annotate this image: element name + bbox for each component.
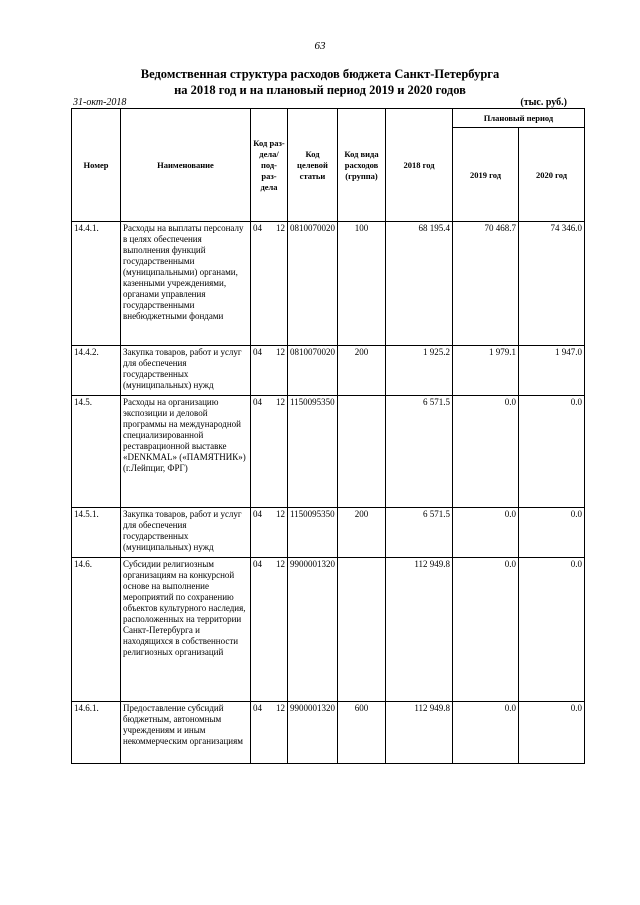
header-plan-period: Плановый период [453,109,585,128]
row-2020: 1 947.0 [519,346,585,396]
row-section [251,396,288,508]
row-name: Расходы на выплаты персоналу в целях обеспечения выполнения функций государственными (муниципальными) органами, казенными учреждениями, органами управления государственными внебюджетными фондами [121,222,251,346]
row-section-code: 04 [253,559,262,569]
row-2018: 112 949.8 [386,702,453,764]
row-name: Субсидии религиозным организациям на конкурсной основе на выполнение мероприятий по сохранению объектов культурного наследия, расположенных на территории Санкт-Петербурга и находящихся в собственности религиозных организаций [121,558,251,702]
row-section-code: 04 [253,509,262,519]
row-name: Закупка товаров, работ и услуг для обеспечения государственных (муниципальных) нужд [121,346,251,396]
row-subsection-code: 12 [276,223,285,233]
row-section [251,222,288,346]
row-number: 14.5. [72,396,121,508]
row-2020: 74 346.0 [519,222,585,346]
row-2018: 1 925.2 [386,346,453,396]
header-2020: 2020 год [519,128,585,222]
row-section-code: 04 [253,703,262,713]
row-section-code: 04 [253,397,262,407]
row-number: 14.4.1. [72,222,121,346]
row-number: 14.5.1. [72,508,121,558]
row-section [251,558,288,702]
header-target: Код целевой статьи [288,109,338,222]
row-expense-type: 200 [338,508,386,558]
row-name: Предоставление субсидий бюджетным, автономным учреждениям и иным некоммерческим организациям [121,702,251,764]
row-section [251,346,288,396]
row-section [251,508,288,558]
units-label: (тыс. руб.) [520,97,567,108]
header-2018: 2018 год [386,109,453,222]
row-2020: 0.0 [519,702,585,764]
row-name: Закупка товаров, работ и услуг для обеспечения государственных (муниципальных) нужд [121,508,251,558]
document-date: 31-окт-2018 [73,97,127,108]
row-2019: 0.0 [453,396,519,508]
header-number: Номер [72,109,121,222]
row-2018: 68 195.4 [386,222,453,346]
row-expense-type: 600 [338,702,386,764]
page-number: 63 [314,40,326,52]
title-line-1: Ведомственная структура расходов бюджета Санкт-Петербурга [140,67,500,81]
header-2019: 2019 год [453,128,519,222]
row-2018: 6 571.5 [386,396,453,508]
row-subsection-code: 12 [276,397,285,407]
row-target: 1150095350 [288,508,338,558]
row-expense-type [338,396,386,508]
row-subsection-code: 12 [276,559,285,569]
row-expense-type: 100 [338,222,386,346]
table-row [72,508,585,558]
row-name: Расходы на организацию экспозиции и деловой программы на международной специализированной реставрационной выставке «DENKMAL» («ПАМЯТНИК») (г.Лейпциг, ФРГ) [121,396,251,508]
row-number: 14.4.2. [72,346,121,396]
row-section-code: 04 [253,223,262,233]
row-target: 9900001320 [288,558,338,702]
row-target: 9900001320 [288,702,338,764]
row-section [251,702,288,764]
table-row [72,702,585,764]
row-2019: 1 979.1 [453,346,519,396]
row-subsection-code: 12 [276,347,285,357]
row-expense-type: 200 [338,346,386,396]
header-section: Код раз- дела/ под- раз- дела [251,109,288,222]
budget-table [71,108,585,764]
row-2020: 0.0 [519,558,585,702]
header-expense-type: Код вида расходов (группа) [338,109,386,222]
table-row [72,396,585,508]
row-target: 0810070020 [288,222,338,346]
header-name: Наименование [121,109,251,222]
table-row [72,346,585,396]
row-section-code: 04 [253,347,262,357]
row-2019: 0.0 [453,702,519,764]
row-target: 1150095350 [288,396,338,508]
row-2020: 0.0 [519,508,585,558]
row-2019: 0.0 [453,508,519,558]
row-2019: 0.0 [453,558,519,702]
row-subsection-code: 12 [276,509,285,519]
row-subsection-code: 12 [276,703,285,713]
row-number: 14.6.1. [72,702,121,764]
row-expense-type [338,558,386,702]
row-target: 0810070020 [288,346,338,396]
table-row [72,222,585,346]
row-2020: 0.0 [519,396,585,508]
row-2018: 112 949.8 [386,558,453,702]
title-line-2: на 2018 год и на плановый период 2019 и 2020 годов [174,83,466,97]
row-2019: 70 468.7 [453,222,519,346]
row-2018: 6 571.5 [386,508,453,558]
row-number: 14.6. [72,558,121,702]
document-title [0,66,640,98]
table-row [72,558,585,702]
